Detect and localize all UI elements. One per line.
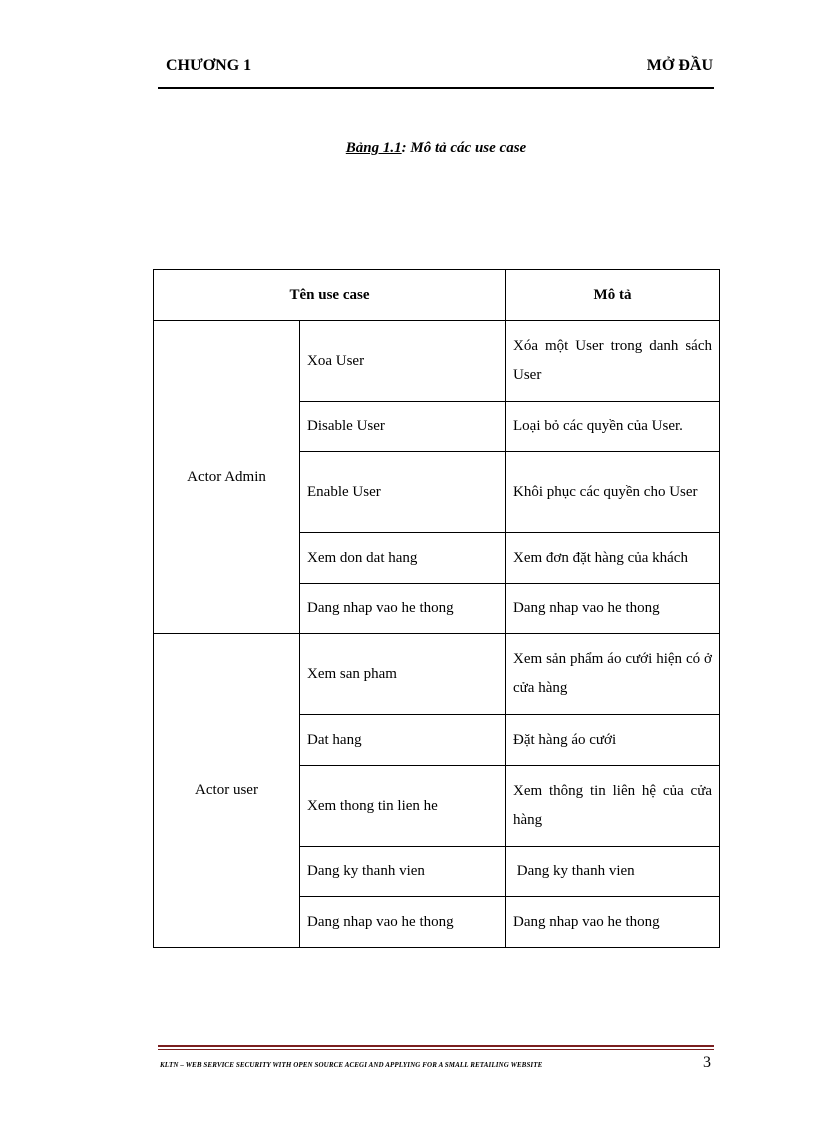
use-case-name: Xem thong tin lien he (300, 766, 506, 847)
table-row (154, 321, 720, 402)
table-header-row (154, 270, 720, 321)
chapter-label: CHƯƠNG 1 (166, 57, 252, 74)
use-case-description: Dang nhap vao he thong (506, 897, 720, 948)
use-case-name: Xem san pham (300, 634, 506, 715)
use-case-description: Khôi phục các quyền cho User (506, 452, 720, 533)
use-case-description: Xem sản phẩm áo cưới hiện có ở cửa hàng (506, 634, 720, 715)
footer-rule (158, 1045, 714, 1047)
caption-text: : Mô tả các use case (401, 140, 527, 156)
page-number: 3 (703, 1054, 711, 1071)
use-case-description: Dang ky thanh vien (506, 847, 720, 897)
use-case-table (153, 269, 720, 948)
use-case-description: Loại bỏ các quyền của User. (506, 402, 720, 452)
actor-admin-cell: Actor Admin (154, 321, 300, 634)
use-case-name: Enable User (300, 452, 506, 533)
use-case-name: Disable User (300, 402, 506, 452)
use-case-description: Xem thông tin liên hệ của cửa hàng (506, 766, 720, 847)
footer-text: KLTN – WEB SERVICE SECURITY WITH OPEN SOURCE ACEGI AND APPLYING FOR A SMALL RETAILING WEBSITE (160, 1061, 543, 1069)
use-case-name: Dang ky thanh vien (300, 847, 506, 897)
footer-rule-thin (158, 1049, 714, 1050)
use-case-description: Xem đơn đặt hàng của khách (506, 533, 720, 584)
use-case-description: Xóa một User trong danh sách User (506, 321, 720, 402)
use-case-name: Dang nhap vao he thong (300, 584, 506, 634)
header-rule (158, 87, 714, 89)
use-case-description: Dang nhap vao he thong (506, 584, 720, 634)
use-case-name: Dat hang (300, 715, 506, 766)
use-case-name: Dang nhap vao he thong (300, 897, 506, 948)
use-case-name: Xem don dat hang (300, 533, 506, 584)
table-row (154, 634, 720, 715)
caption-number: Bảng 1.1 (345, 140, 402, 156)
header-description: Mô tả (506, 270, 720, 321)
section-label: MỞ ĐẦU (646, 57, 713, 74)
table-caption (0, 140, 816, 157)
use-case-description: Đặt hàng áo cưới (506, 715, 720, 766)
header-use-case-name: Tên use case (154, 270, 506, 321)
actor-user-cell: Actor user (154, 634, 300, 948)
use-case-name: Xoa User (300, 321, 506, 402)
